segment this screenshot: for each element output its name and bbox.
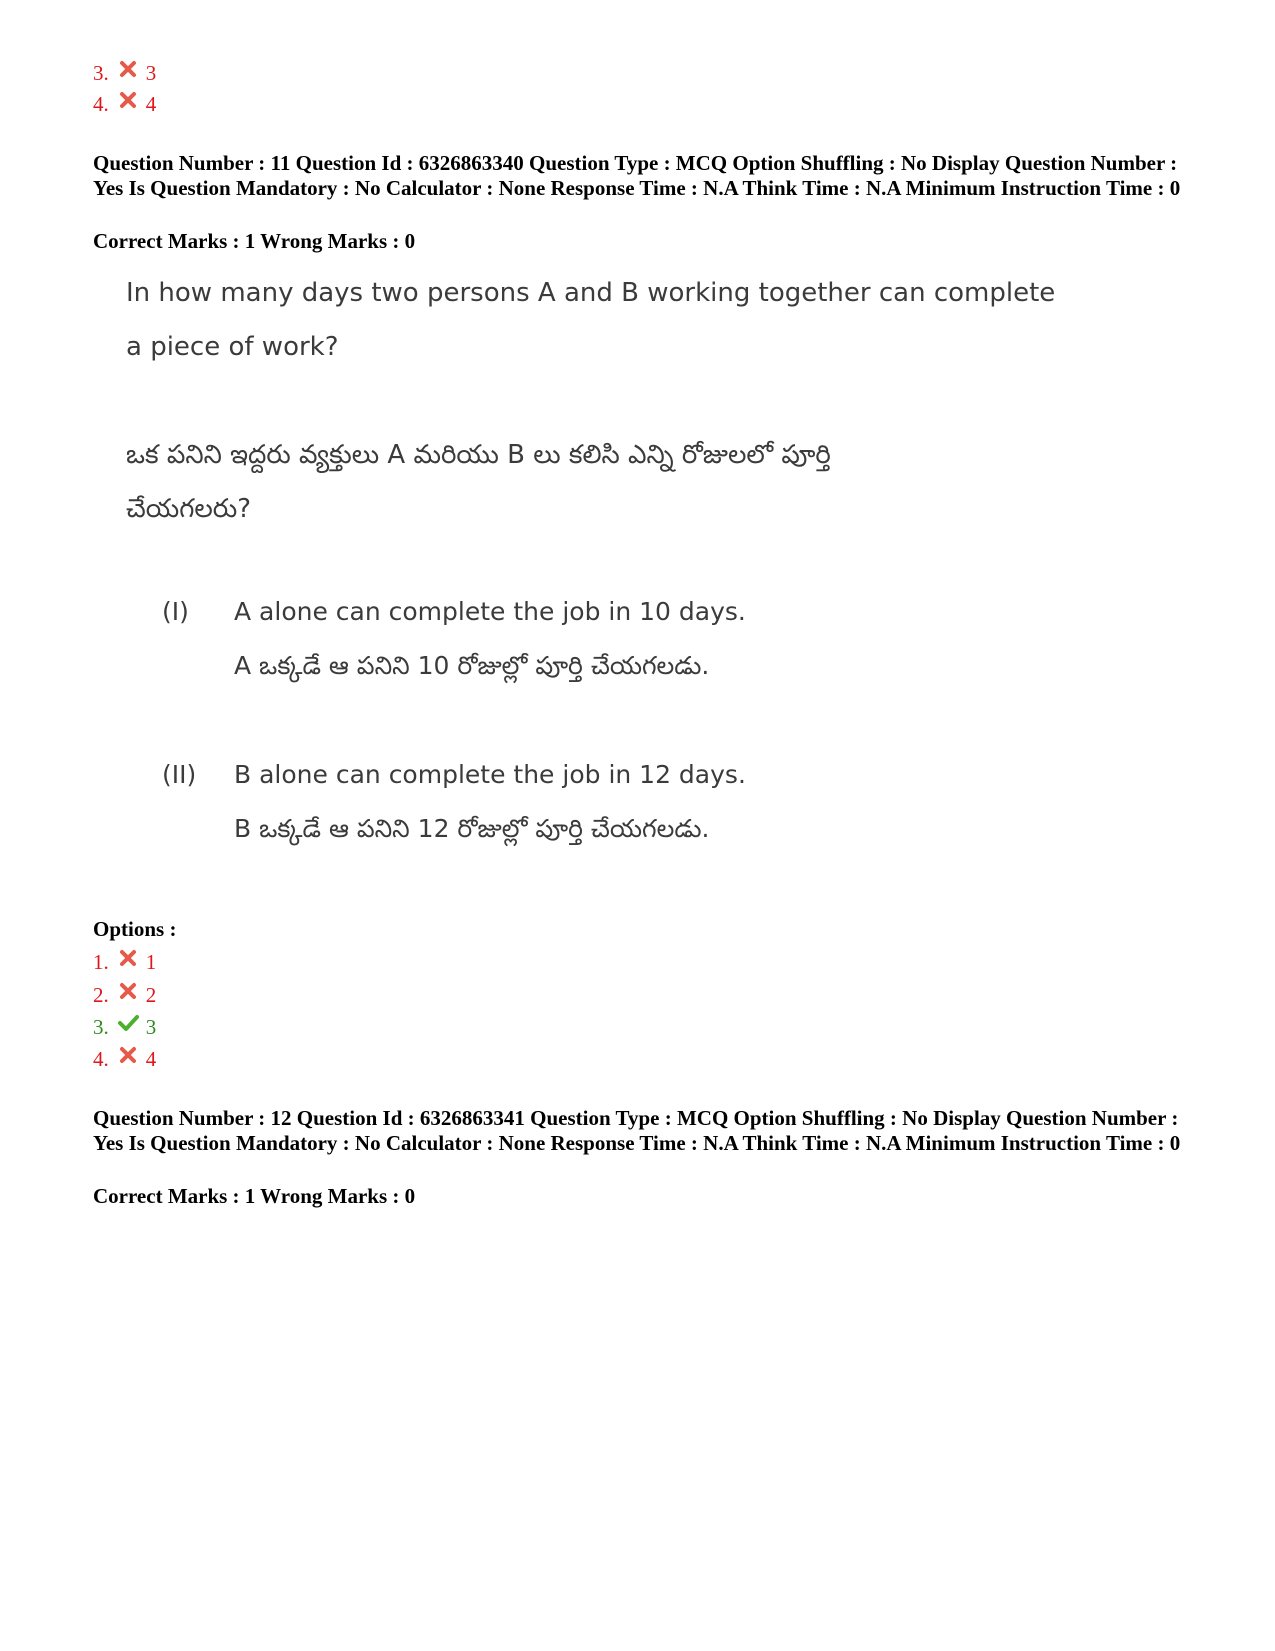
question-en-line-2: a piece of work?: [126, 332, 339, 362]
options-label: Options :: [93, 917, 177, 941]
option-number: 3.: [93, 61, 109, 85]
statement-1-en: A alone can complete the job in 10 days.: [234, 597, 746, 626]
statement-2-numeral: (II): [162, 760, 197, 789]
cross-icon: [117, 982, 139, 1000]
option-number: 2.: [93, 983, 109, 1007]
question-en-line-1: In how many days two persons A and B working together can complete: [126, 278, 1056, 308]
option-4: [93, 1047, 156, 1071]
option-number: 3.: [93, 1015, 109, 1039]
statement-1-te: A ఒక్కడే ఆ పనిని 10 రోజుల్లో పూర్తి చేయగలడు.: [234, 651, 710, 680]
option-value: 1: [145, 950, 157, 974]
cross-icon: [117, 1046, 139, 1064]
cross-icon: [117, 949, 139, 967]
option-number: 4.: [93, 92, 109, 116]
statement-2-te: B ఒక్కడే ఆ పనిని 12 రోజుల్లో పూర్తి చేయగలడు.: [234, 814, 710, 843]
question-12-meta: Question Number : 12 Question Id : 6326863341 Question Type : MCQ Option Shuffling : No Display Question Number : Yes Is Question Mandatory : No Calculator : None Response Time : N.A Think Time : N.A Minimum Instruction Time : 0: [93, 1106, 1181, 1155]
question-11-meta: Question Number : 11 Question Id : 6326863340 Question Type : MCQ Option Shuffling : No Display Question Number : Yes Is Question Mandatory : No Calculator : None Response Time : N.A Think Time : N.A Minimum Instruction Time : 0: [93, 151, 1181, 200]
option-3: [93, 1015, 156, 1039]
question-te-line-2: చేయగలరు?: [126, 494, 252, 524]
prev-option-4: [93, 92, 156, 116]
option-value: 3: [145, 61, 157, 85]
option-value: 4: [145, 92, 157, 116]
prev-option-3: [93, 61, 156, 85]
statement-2-en: B alone can complete the job in 12 days.: [234, 760, 746, 789]
statement-1-numeral: (I): [162, 597, 189, 626]
option-1: [93, 950, 156, 974]
question-12-marks: Correct Marks : 1 Wrong Marks : 0: [93, 1184, 416, 1208]
option-number: 4.: [93, 1047, 109, 1071]
option-value: 2: [145, 983, 157, 1007]
option-number: 1.: [93, 950, 109, 974]
cross-icon: [117, 60, 139, 78]
option-2: [93, 983, 156, 1007]
option-value: 3: [145, 1015, 157, 1039]
question-11-marks: Correct Marks : 1 Wrong Marks : 0: [93, 229, 416, 253]
check-icon: [117, 1014, 139, 1032]
cross-icon: [117, 91, 139, 109]
question-te-line-1: ఒక పనిని ఇద్దరు వ్యక్తులు A మరియు B లు కలిసి ఎన్ని రోజులలో పూర్తి: [126, 440, 831, 470]
option-value: 4: [145, 1047, 157, 1071]
